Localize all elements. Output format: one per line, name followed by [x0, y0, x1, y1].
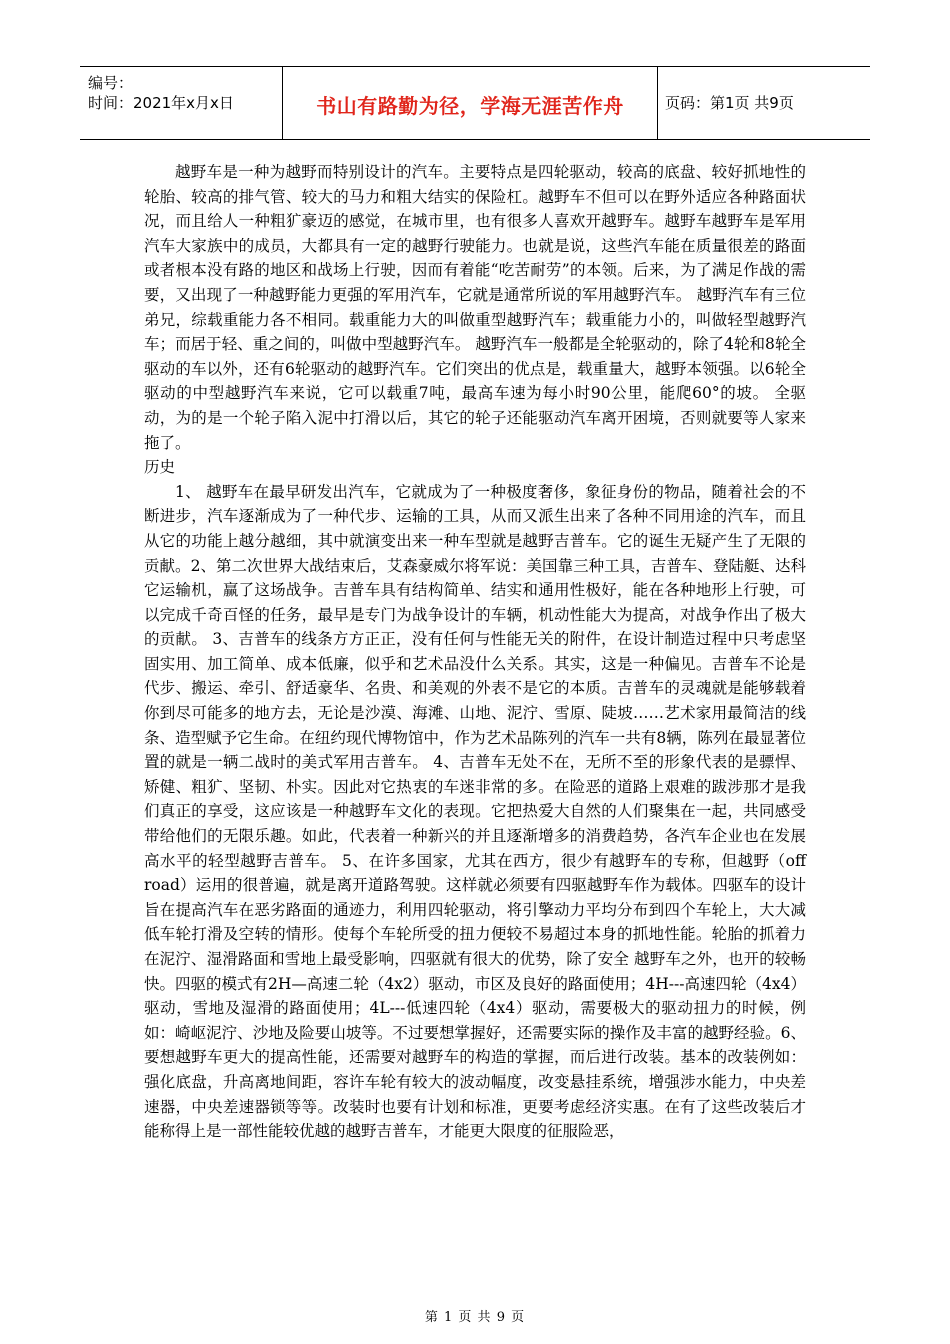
document-body — [144, 160, 806, 1144]
header-divider-right — [657, 67, 658, 139]
intro-paragraph: 越野车是一种为越野而特别设计的汽车。主要特点是四轮驱动，较高的底盘、较好抓地性的轮胎、较高的排气管、较大的马力和粗大结实的保险杠。越野车不但可以在野外适应各种路面状况，而且给人一种粗犷豪迈的感觉，在城市里，也有很多人喜欢开越野车。越野车越野车是军用汽车大家族中的成员，大都具有一定的越野行驶能力。也就是说，这些汽车能在质量很差的路面或者根本没有路的地区和战场上行驶，因而有着能“吃苦耐劳”的本领。后来，为了满足作战的需要，又出现了一种越野能力更强的军用汽车，它就是通常所说的军用越野汽车。 越野汽车有三位弟兄，综载重能力各不相同。载重能力大的叫做重型越野汽车；载重能力小的，叫做轻型越野汽车；而居于轻、重之间的，叫做中型越野汽车。 越野汽车一般都是全轮驱动的，除了4轮和8轮全驱动的车以外，还有6轮驱动的越野汽车。它们突出的优点是，载重量大，越野本领强。以6轮全驱动的中型越野汽车来说，它可以载重7吨，最高车速为每小时90公里，能爬60°的坡。 全驱动，为的是一个轮子陷入泥中打滑以后，其它的轮子还能驱动汽车离开困境，否则就要等人家来拖了。 — [144, 163, 806, 452]
section-title: 历史 — [144, 458, 176, 477]
header-motto: 书山有路勤为径，学海无涯苦作舟 — [316, 94, 624, 118]
document-time-label: 时间：2021年x月x日 — [88, 94, 234, 112]
history-paragraph: 1、 越野车在最早研发出汽车，它就成为了一种极度奢侈，象征身份的物品，随着社会的不断进步，汽车逐渐成为了一种代步、运输的工具，从而又派生出来了各种不同用途的汽车，而且从它的功能上越分越细，其中就演变出来一种车型就是越野吉普车。它的诞生无疑产生了无限的贡献。2、第二次世界大战结束后，艾森豪威尔将军说：美国靠三种工具，吉普车、登陆艇、达科它运输机，赢了这场战争。吉普车具有结构简单、结实和通用性极好，能在各种地形上行驶，可以完成千奇百怪的任务，最早是专门为战争设计的车辆，机动性能大为提高，对战争作出了极大的贡献。 3、吉普车的线条方方正正，没有任何与性能无关的附件，在设计制造过程中只考虑坚固实用、加工简单、成本低廉，似乎和艺术品没什么关系。其实，这是一种偏见。吉普车不论是代步、搬运、牵引、舒适豪华、名贵、和美观的外表不是它的本质。吉普车的灵魂就是能够载着你到尽可能多的地方去，无论是沙漠、海滩、山地、泥泞、雪原、陡坡……艺术家用最简洁的线条、造型赋予它生命。在纽约现代博物馆中，作为艺术品陈列的汽车一共有8辆，陈列在最显著位置的就是一辆二战时的美式军用吉普车。 4、吉普车无处不在，无所不至的形象代表的是骠悍、矫健、粗犷、坚韧、朴实。因此对它热衷的车迷非常的多。在险恶的道路上艰难的跋涉那才是我们真正的享受，这应该是一种越野车文化的表现。它把热爱大自然的人们聚集在一起，共同感受带给他们的无限乐趣。如此，代表着一种新兴的并且逐渐增多的消费趋势，各汽车企业也在发展高水平的轻型越野吉普车。 5、在许多国家，尤其在西方，很少有越野车的专称，但越野（off road）运用的很普遍，就是离开道路驾驶。这样就必须要有四驱越野车作为载体。四驱车的设计旨在提高汽车在恶劣路面的通迹力，利用四轮驱动，将引擎动力平均分布到四个车轮上，大大减低车轮打滑及空转的情形。使每个车轮所受的扭力便较不易超过本身的抓地性能。轮胎的抓着力在泥泞、湿滑路面和雪地上最受影响，四驱就有很大的优势，除了安全 越野车之外，也开的较畅快。四驱的模式有2H—高速二轮（4x2）驱动，市区及良好的路面使用；4H---高速四轮（4x4）驱动，雪地及湿滑的路面使用；4L---低速四轮（4x4）驱动，需要极大的驱动扭力的时候，例如：崎岖泥泞、沙地及险要山坡等。不过要想掌握好，还需要实际的操作及丰富的越野经验。6、要想越野车更大的提高性能，还需要对越野车的构造的掌握，而后进行改装。基本的改装例如：强化底盘，升高离地间距，容许车轮有较大的波动幅度，改变悬挂系统，增强涉水能力，中央差速器，中央差速器锁等等。改装时也要有计划和标准，更要考虑经济实惠。在有了这些改装后才能称得上是一部性能较优越的越野吉普车，才能更大限度的征服险恶， — [144, 482, 806, 1141]
page-footer: 第 1 页 共 9 页 — [424, 1310, 526, 1325]
document-number-label: 编号： — [88, 74, 134, 92]
header-meta — [88, 73, 274, 113]
header-page-info: 页码：第1页 共9页 — [665, 94, 794, 112]
page-header — [80, 66, 870, 140]
